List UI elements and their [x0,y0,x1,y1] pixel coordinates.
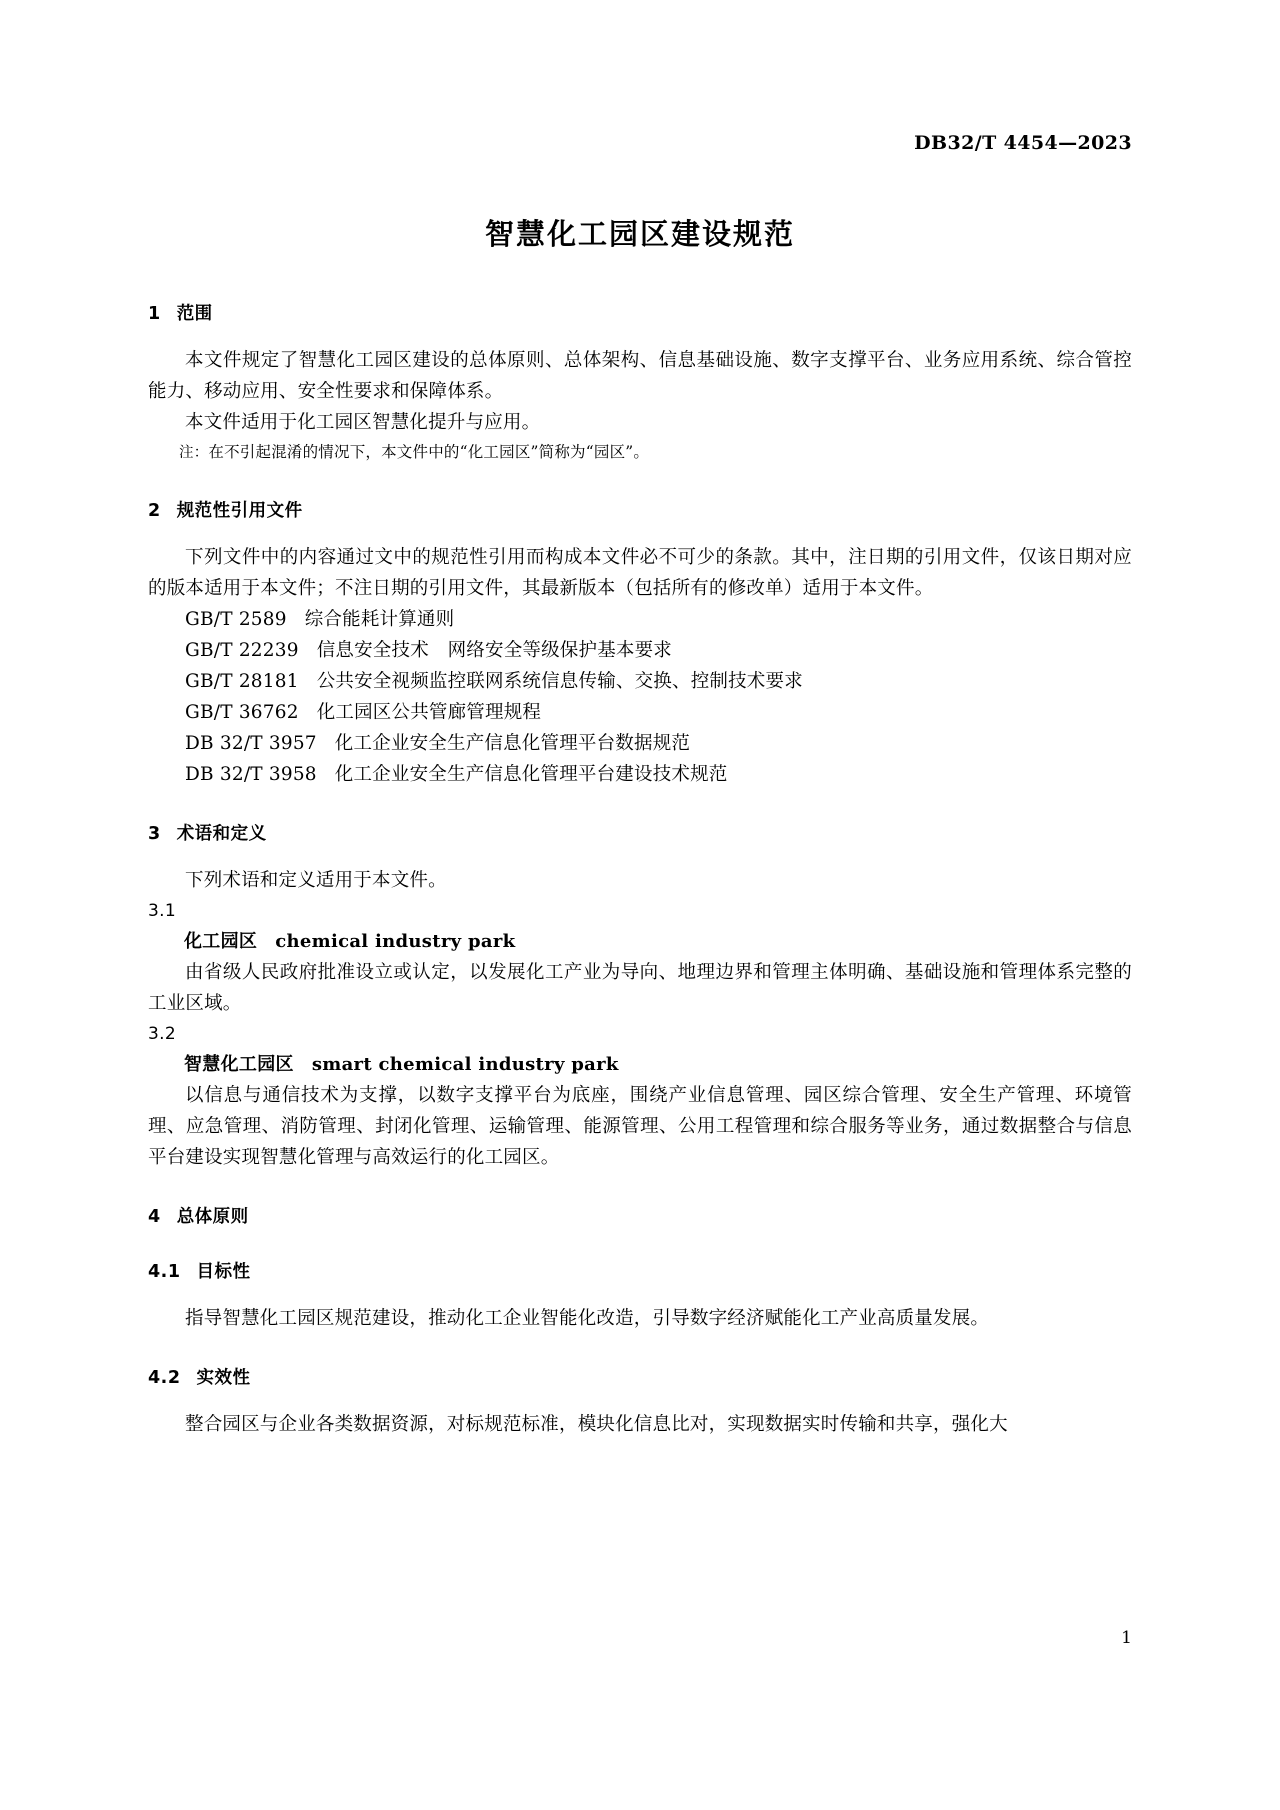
paragraph-4-1: 指导智慧化工园区规范建设，推动化工企业智能化改造，引导数字经济赋能化工产业高质量发展。 [185,1308,990,1329]
paragraph-scope-2: 本文件适用于化工园区智慧化提升与应用。 [185,412,541,433]
reference-title: 综合能耗计算通则 [304,609,455,630]
page-number: 1 [1121,1628,1132,1648]
normative-reference-list [148,604,1132,790]
term-name-en: chemical industry park [275,931,516,952]
section-heading-1 [148,300,1132,325]
section-number-4-1: 4.1 [148,1262,181,1282]
reference-code: GB/T 28181 [185,671,299,692]
term-number-3-2: 3.2 [148,1024,176,1044]
section-number-2: 2 [148,501,161,521]
term-definition-3-1: 由省级人民政府批准设立或认定，以发展化工产业为导向、地理边界和管理主体明确、基础设施和管理体系完整的工业区域。 [148,962,1132,1014]
section-heading-3 [148,820,1132,845]
section-title-3: 术语和定义 [176,824,267,844]
section-title-4-2: 实效性 [196,1368,251,1388]
reference-title: 公共安全视频监控联网系统信息传输、交换、控制技术要求 [316,671,803,692]
term-name-3-2 [148,1049,1132,1080]
section-heading-4-1 [148,1258,1132,1283]
note-text: 在不引起混淆的情况下，本文件中的“化工园区”简称为“园区”。 [208,443,650,461]
section-title-4-1: 目标性 [196,1262,251,1282]
reference-code: DB 32/T 3957 [185,733,317,754]
section-number-4-2: 4.2 [148,1368,181,1388]
paragraph-normative-refs: 下列文件中的内容通过文中的规范性引用而构成本文件必不可少的条款。其中，注日期的引用文件，仅该日期对应的版本适用于本文件；不注日期的引用文件，其最新版本（包括所有的修改单）适用于本文件。 [148,547,1132,599]
paragraph-terms-intro: 下列术语和定义适用于本文件。 [185,870,447,891]
paragraph-4-2: 整合园区与企业各类数据资源，对标规范标准，模块化信息比对，实现数据实时传输和共享，强化大 [185,1414,1008,1435]
list-item [148,635,1132,666]
section-number-1: 1 [148,304,161,324]
section-heading-4 [148,1203,1132,1228]
term-name-cn: 化工园区 [184,931,258,952]
reference-code: GB/T 36762 [185,702,299,723]
list-item [148,759,1132,790]
document-title: 智慧化工园区建设规范 [484,217,795,251]
reference-title: 化工企业安全生产信息化管理平台建设技术规范 [334,764,728,785]
term-definition-3-2: 以信息与通信技术为支撑，以数字支撑平台为底座，围绕产业信息管理、园区综合管理、安全生产管理、环境管理、应急管理、消防管理、封闭化管理、运输管理、能源管理、公用工程管理和综合服务等业务，通过数据整合与信息平台建设实现智慧化管理与高效运行的化工园区。 [148,1085,1132,1168]
paragraph-scope-1: 本文件规定了智慧化工园区建设的总体原则、总体架构、信息基础设施、数字支撑平台、业务应用系统、综合管控能力、移动应用、安全性要求和保障体系。 [148,350,1132,402]
section-heading-4-2 [148,1364,1132,1389]
page-header-standard-number: DB32/T 4454—2023 [914,132,1132,154]
section-title-1: 范围 [176,304,213,324]
section-heading-2 [148,497,1132,522]
section-title-2: 规范性引用文件 [176,501,303,521]
section-title-4: 总体原则 [176,1207,249,1227]
reference-code: DB 32/T 3958 [185,764,317,785]
reference-code: GB/T 2589 [185,609,287,630]
page-content [148,0,1132,1810]
list-item [148,604,1132,635]
note-label: 注： [179,445,209,461]
reference-code: GB/T 22239 [185,640,299,661]
section-number-3: 3 [148,824,161,844]
list-item [148,697,1132,728]
document-body [148,300,1132,1440]
term-name-en: smart chemical industry park [311,1054,619,1075]
term-number-3-1: 3.1 [148,901,176,921]
term-name-cn: 智慧化工园区 [184,1054,294,1075]
term-name-3-1 [148,926,1132,957]
list-item [148,728,1132,759]
section-number-4: 4 [148,1207,161,1227]
note-scope [148,438,1132,467]
reference-title: 信息安全技术 网络安全等级保护基本要求 [316,640,672,661]
reference-title: 化工企业安全生产信息化管理平台数据规范 [334,733,691,754]
reference-title: 化工园区公共管廊管理规程 [316,702,542,723]
list-item [148,666,1132,697]
